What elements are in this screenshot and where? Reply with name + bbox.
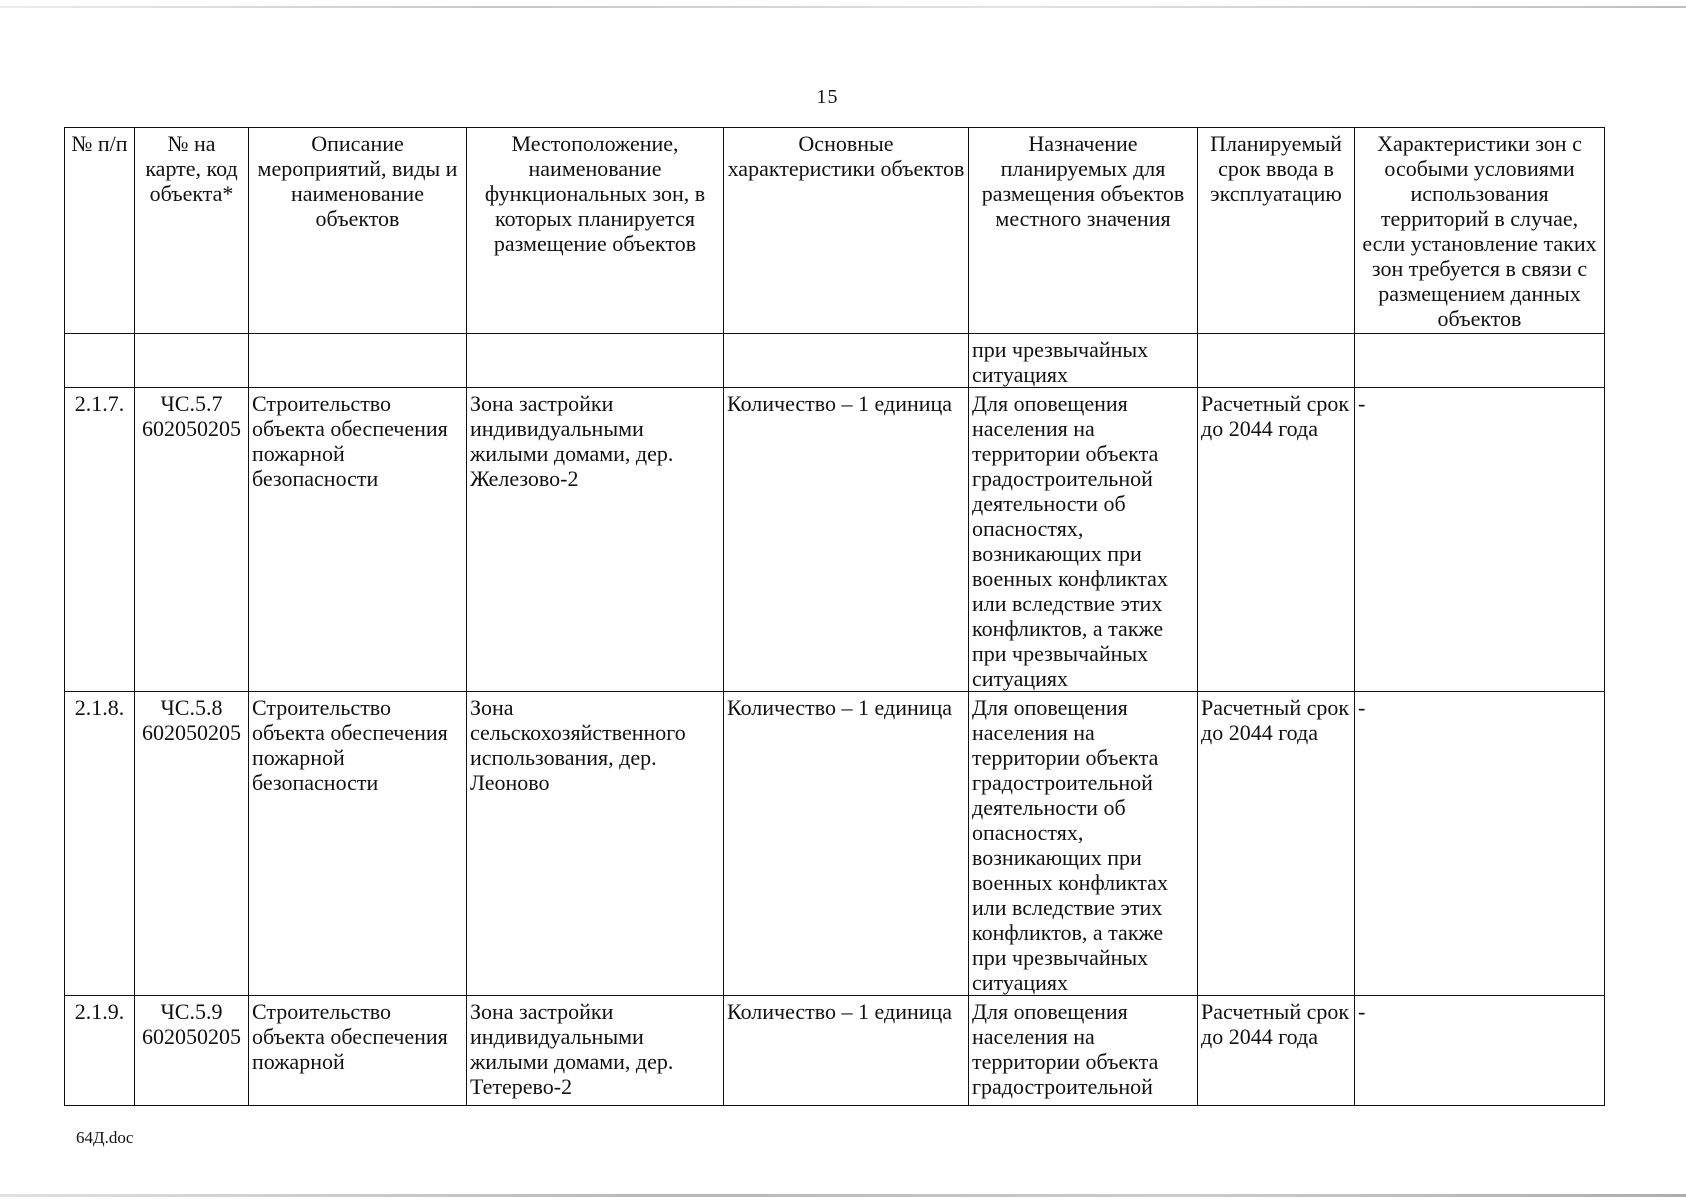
cell-term: Расчетный срок до 2044 года (1198, 388, 1355, 692)
cell-empty (1198, 334, 1355, 388)
cell-zones: - (1355, 996, 1605, 1106)
cell-empty (1355, 334, 1605, 388)
cell-code: ЧС.5.9 602050205 (135, 996, 249, 1106)
cell-code: ЧС.5.7 602050205 (135, 388, 249, 692)
cell-description: Строительство объекта обеспечения пожарной безопасности (249, 388, 467, 692)
cell-empty (65, 334, 135, 388)
header-term: Планируемый срок ввода в эксплуатацию (1198, 128, 1355, 334)
cell-location: Зона застройки индивидуальными жилыми домами, дер. Тетерево-2 (467, 996, 724, 1106)
table-row (65, 996, 1605, 1106)
cell-zones: - (1355, 692, 1605, 996)
cell-purpose: Для оповещения населения на территории объекта градостроительной (969, 996, 1198, 1106)
header-code: № на карте, код объекта* (135, 128, 249, 334)
header-num: № п/п (65, 128, 135, 334)
scan-edge-top (0, 6, 1686, 8)
header-purpose: Назначение планируемых для размещения объектов местного значения (969, 128, 1198, 334)
cell-empty (724, 334, 969, 388)
table-row-continuation (65, 334, 1605, 388)
table-row (65, 692, 1605, 996)
cell-code: ЧС.5.8 602050205 (135, 692, 249, 996)
header-location: Местоположение, наименование функциональных зон, в которых планируется размещение объектов (467, 128, 724, 334)
cell-term: Расчетный срок до 2044 года (1198, 996, 1355, 1106)
cell-term: Расчетный срок до 2044 года (1198, 692, 1355, 996)
cell-empty (135, 334, 249, 388)
cell-num: 2.1.9. (65, 996, 135, 1106)
header-characteristics: Основные характеристики объектов (724, 128, 969, 334)
cell-description: Строительство объекта обеспечения пожарной (249, 996, 467, 1106)
cell-zones: - (1355, 388, 1605, 692)
footer-filename: 64Д.doc (76, 1128, 134, 1147)
table-header-row (65, 128, 1605, 334)
cell-num: 2.1.8. (65, 692, 135, 996)
header-description: Описание мероприятий, виды и наименование объектов (249, 128, 467, 334)
header-zones: Характеристики зон с особыми условиями использования территорий в случае, если установление таких зон требуется в связи с размещением данных объектов (1355, 128, 1605, 334)
page-number: 15 (816, 86, 839, 108)
cell-empty (467, 334, 724, 388)
cell-description: Строительство объекта обеспечения пожарной безопасности (249, 692, 467, 996)
cell-purpose: при чрезвычайных ситуациях (969, 334, 1198, 388)
cell-characteristics: Количество – 1 единица (724, 692, 969, 996)
scan-edge-bottom (0, 1194, 1686, 1197)
cell-purpose: Для оповещения населения на территории объекта градостроительной деятельности об опасностях, возникающих при военных конфликтах или вследствие этих конфликтов, а также при чрезвычайных ситуациях (969, 692, 1198, 996)
cell-location: Зона сельскохозяйственного использования, дер. Леоново (467, 692, 724, 996)
cell-characteristics: Количество – 1 единица (724, 388, 969, 692)
cell-purpose: Для оповещения населения на территории объекта градостроительной деятельности об опасностях, возникающих при военных конфликтах или вследствие этих конфликтов, а также при чрезвычайных ситуациях (969, 388, 1198, 692)
objects-table (64, 127, 1605, 1106)
cell-location: Зона застройки индивидуальными жилыми домами, дер. Железово-2 (467, 388, 724, 692)
cell-characteristics: Количество – 1 единица (724, 996, 969, 1106)
cell-empty (249, 334, 467, 388)
cell-num: 2.1.7. (65, 388, 135, 692)
table-row (65, 388, 1605, 692)
